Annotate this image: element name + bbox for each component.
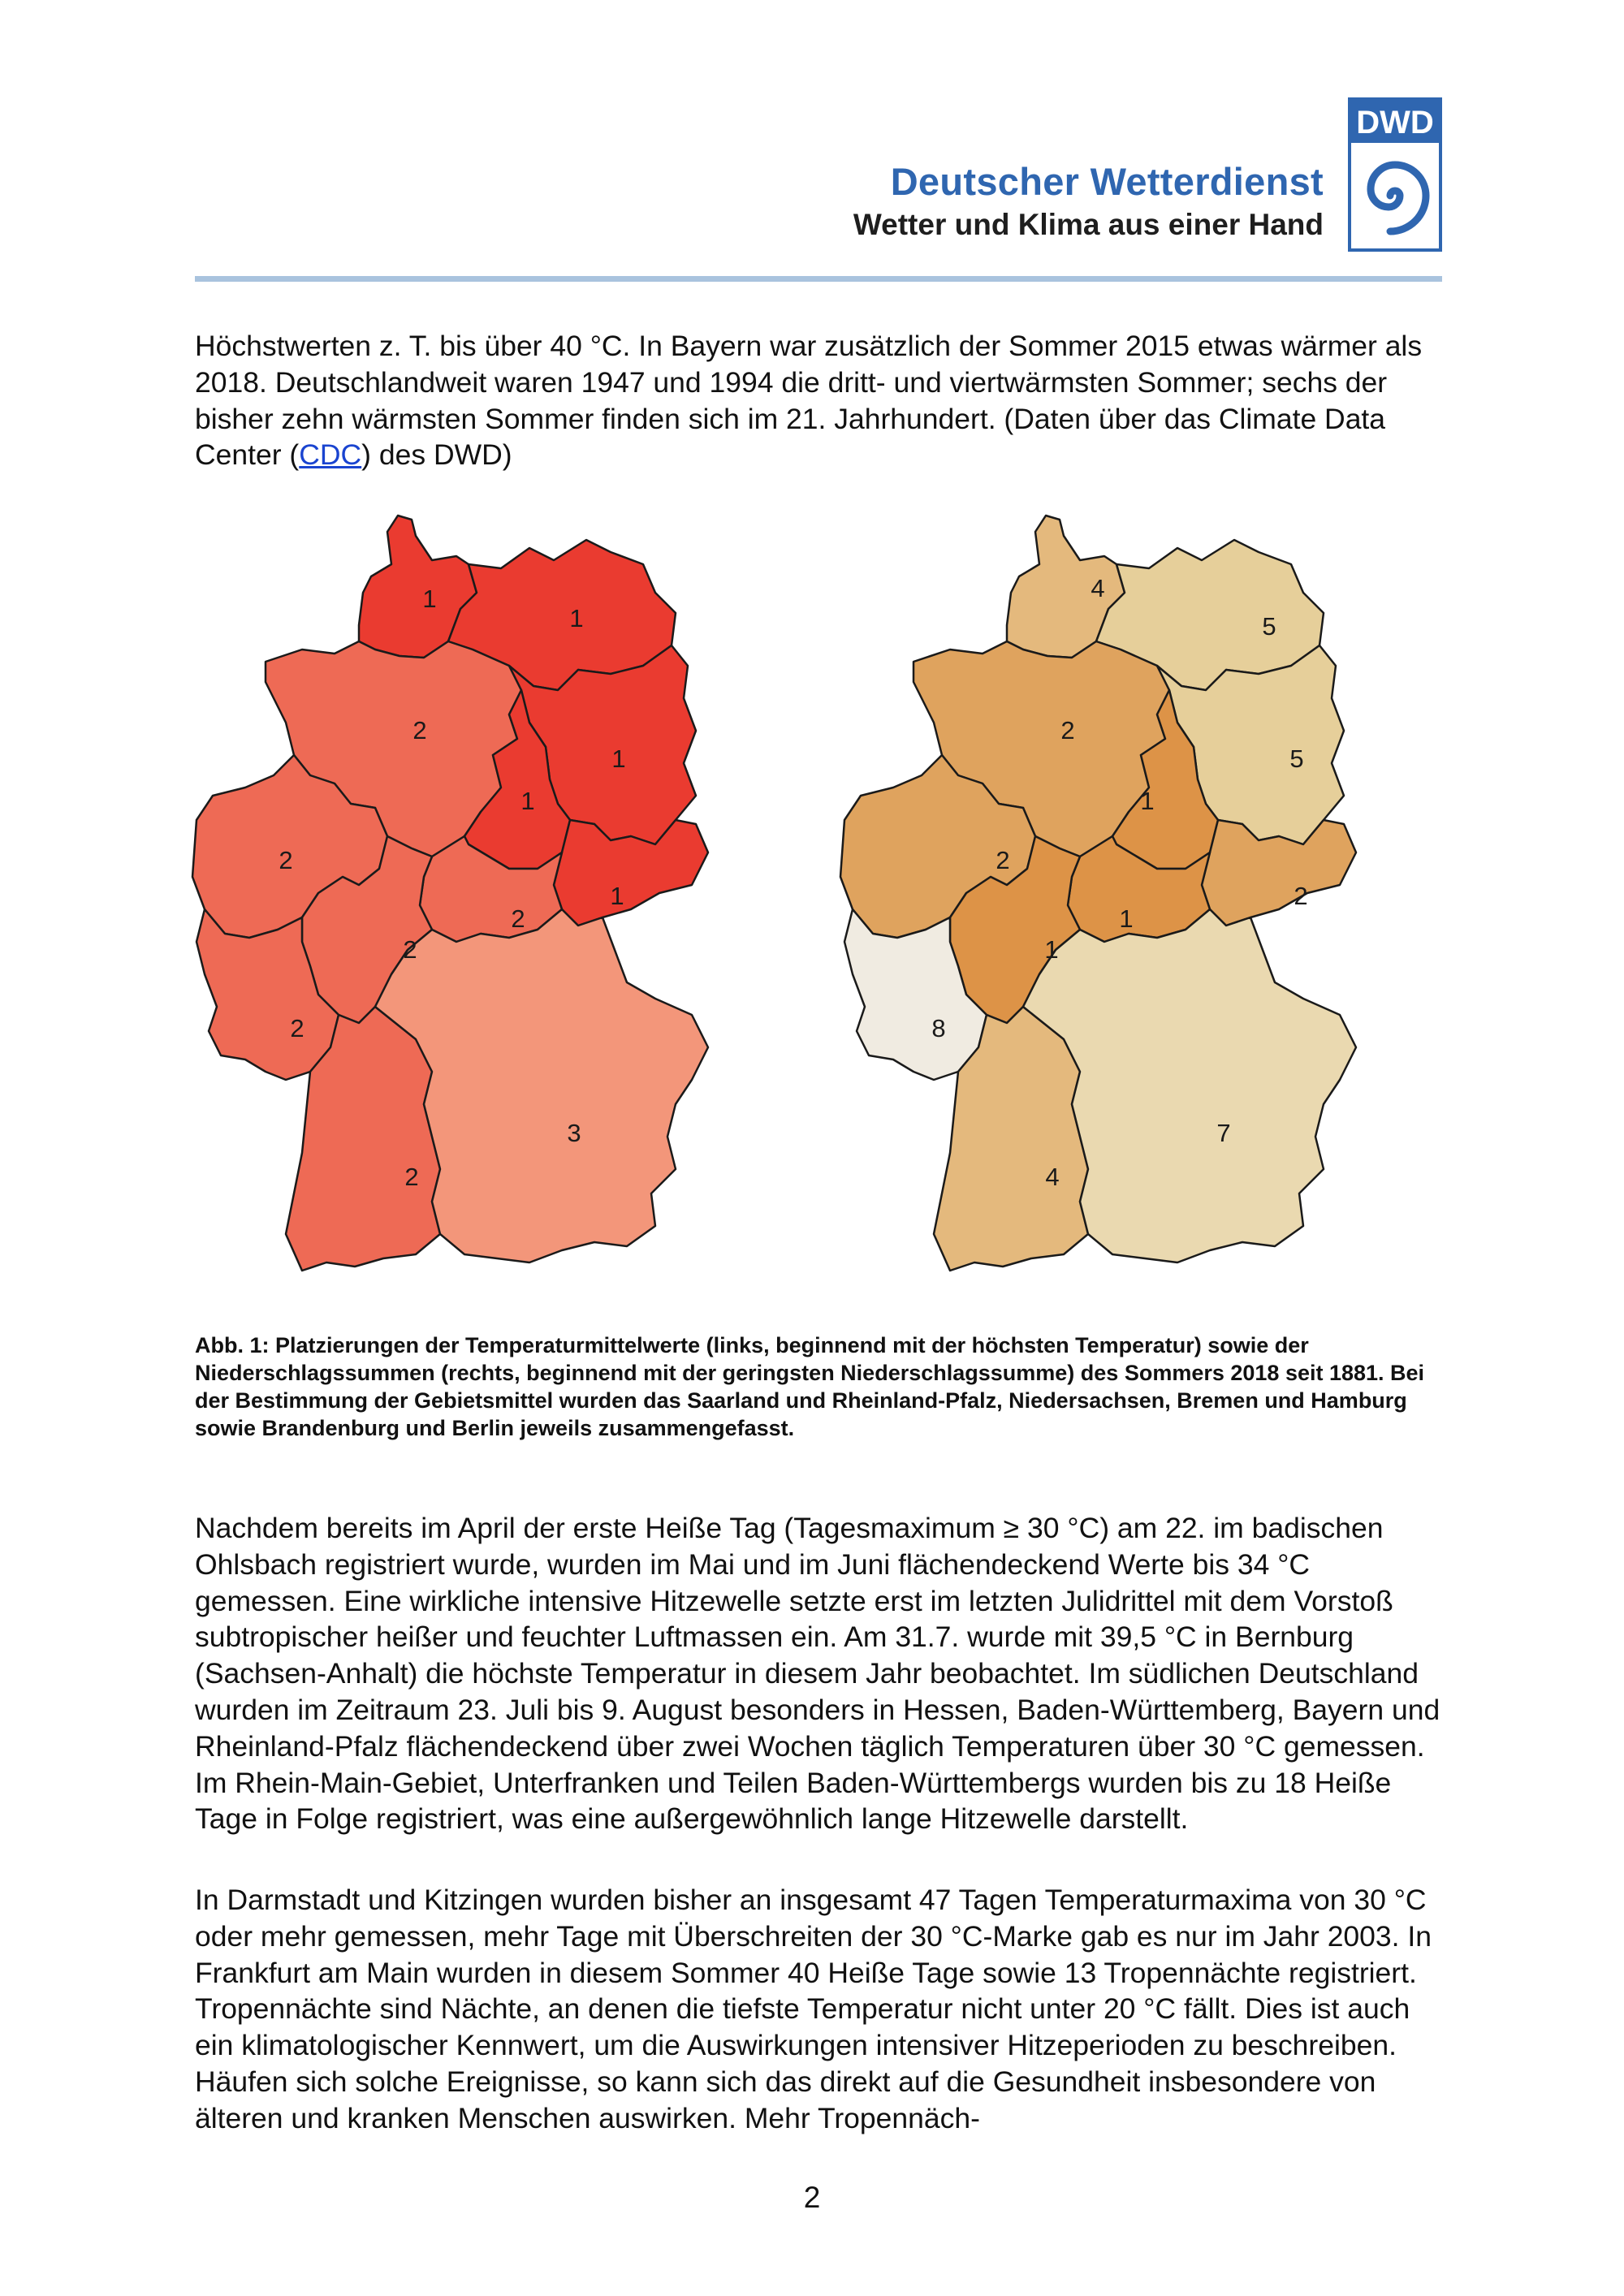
rank-label: 5 (1262, 612, 1276, 641)
paragraph-heatwave: Nachdem bereits im April der erste Heiße Tag (Tagesmaximum ≥ 30 °C) am 22. im badischen Ohlsbach registriert wurde, wurden im Mai und im Juni flächendeckend Werte bis 34 °C gemessen. Eine wirkliche intensive Hitzewelle setzte erst im letzten Julidrittel mit dem Vorstoß subtropischer heißer und feuchter Luftmassen ein. Am 31.7. wurde mit 39,5 °C in Bernburg (Sachsen-Anhalt) die höchste Temperatur in diesem Jahr beobachtet. Im südlichen Deutschland wurden im Zeitraum 23. Juli bis 9. August besonders in Hessen, Baden-Württemberg, Bayern und Rheinland-Pfalz flächendeckend über zwei Wochen täglich Temperaturen über 30 °C gemessen. Im Rhein-Main-Gebiet, Unterfranken und Teilen Baden-Württembergs wurden bis zu 18 Heiße Tage in Folge registriert, was eine außergewöhnlich lange Hitzewelle darstellt. (195, 1512, 1440, 1836)
organization-name: Deutscher Wetterdienst (890, 160, 1324, 203)
rank-label: 1 (569, 604, 584, 632)
region-sachsen (1202, 820, 1356, 926)
rank-label: 2 (412, 716, 427, 744)
intro-paragraph: Höchstwerten z. T. bis über 40 °C. In Bayern war zusätzlich der Sommer 2015 etwas wärmer als 2018. Deutschlandweit waren 1947 und 1994 die dritt- und viertwärmsten Sommer; sechs der bisher zehn wärmsten Sommer finden sich im 21. Jahrhundert. (Daten über das Climate Data Center (CDC) des DWD) (195, 330, 1423, 472)
rank-label: 2 (996, 846, 1010, 874)
precipitation-rank-map (836, 487, 1518, 1315)
organization-tagline: Wetter und Klima aus einer Hand (853, 208, 1324, 241)
rank-label: 2 (404, 1163, 419, 1191)
rank-label: 4 (1091, 574, 1105, 602)
cdc-link[interactable]: CDC (299, 438, 362, 472)
region-sachsen (554, 820, 708, 926)
page-number: 2 (803, 2181, 821, 2214)
rank-label: 2 (1294, 882, 1308, 910)
rank-label: 2 (1060, 716, 1075, 744)
rank-label: 1 (611, 744, 626, 773)
rank-label: 1 (1044, 935, 1059, 964)
rank-label: 8 (931, 1014, 946, 1042)
rank-label: 1 (520, 787, 535, 815)
rank-label: 1 (1140, 787, 1155, 815)
rank-label: 1 (422, 585, 437, 613)
rank-label: 2 (290, 1014, 304, 1042)
rank-label: 1 (1119, 904, 1134, 933)
temperature-rank-map (188, 487, 870, 1315)
rank-label: 7 (1216, 1119, 1231, 1147)
paragraph-hot-days: In Darmstadt und Kitzingen wurden bisher an insgesamt 47 Tagen Temperaturmaxima von 30 °C oder mehr gemessen, mehr Tage mit Überschreiten der 30 °C-Marke gab es nur im Jahr 2003. In Frankfurt am Main wurden in diesem Sommer 40 Heiße Tage sowie 13 Tropennächte registriert. Tropennächte sind Nächte, an denen die tiefste Temperatur nicht unter 20 °C fällt. Dies ist auch ein klimatologischer Kennwert, um die Auswirkungen intensiver Hitzeperioden zu beschreiben. Häufen sich solche Ereignisse, so kann sich das direkt auf die Gesundheit insbesondere von älteren und kranken Menschen auswirken. Mehr Tropennäch- (195, 1884, 1432, 2134)
rank-label: 2 (403, 935, 417, 964)
rank-label: 5 (1289, 744, 1304, 773)
rank-label: 4 (1045, 1163, 1060, 1191)
logo-text: DWD (1356, 105, 1434, 140)
rank-label: 1 (610, 882, 624, 910)
rank-label: 2 (279, 846, 293, 874)
figure-caption: Abb. 1: Platzierungen der Temperaturmittelwerte (links, beginnend mit der höchsten Temperatur) sowie der Niederschlagssummen (rechts, beginnend mit der geringsten Niederschlagssumme) des Sommers 2018 seit 1881. Bei der Bestimmung der Gebietsmittel wurden das Saarland und Rheinland-Pfalz, Niedersachsen, Bremen und Hamburg sowie Brandenburg und Berlin jeweils zusammengefasst. (195, 1333, 1425, 1440)
rank-label: 3 (567, 1119, 581, 1147)
rank-label: 2 (511, 904, 525, 933)
header-divider (195, 276, 1442, 282)
dwd-logo (1348, 97, 1442, 252)
